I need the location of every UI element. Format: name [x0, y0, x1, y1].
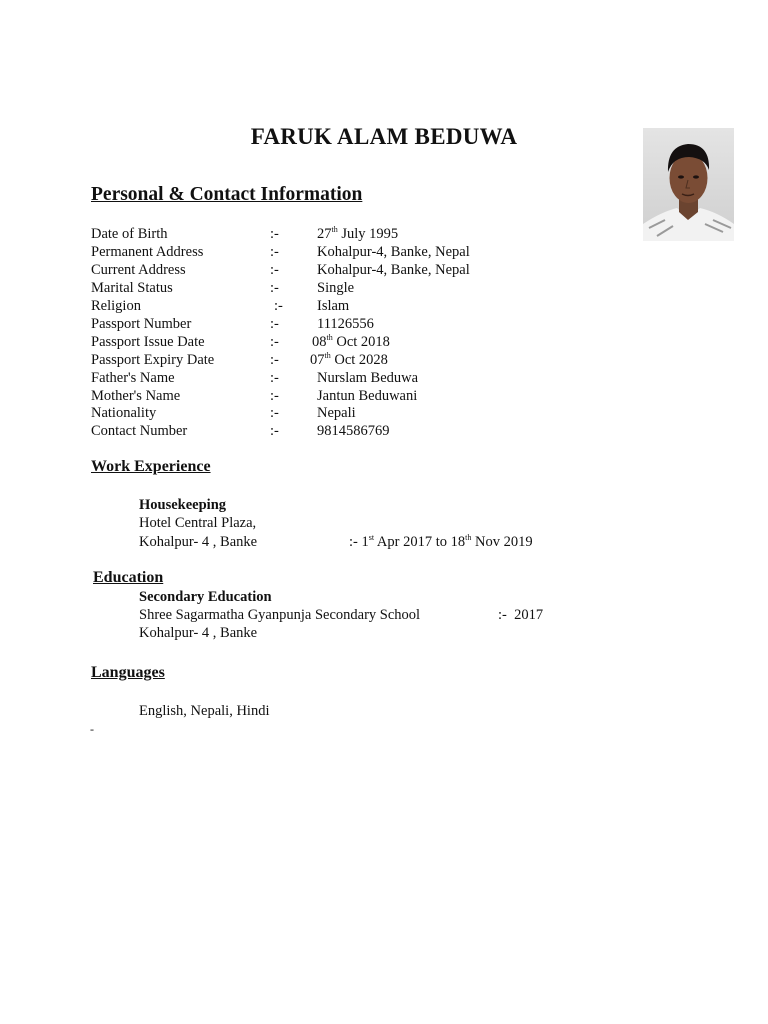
info-value: Kohalpur-4, Banke, Nepal [317, 244, 470, 260]
info-row-nationality [91, 405, 691, 423]
info-separator: :- [270, 388, 279, 404]
info-row-passport-issue-date [91, 334, 691, 352]
info-separator: :- [270, 370, 279, 386]
work-role: Housekeeping [139, 497, 227, 513]
work-location: Kohalpur- 4 , Banke [139, 534, 258, 550]
stray-dash-mark: - [90, 722, 94, 736]
info-label: Passport Expiry Date [91, 352, 215, 368]
languages-list: English, Nepali, Hindi [139, 703, 270, 719]
education-year: :- 2017 [498, 607, 544, 623]
info-label: Permanent Address [91, 244, 204, 260]
info-value: 9814586769 [317, 423, 390, 439]
info-row-religion [91, 298, 691, 316]
info-value: Jantun Beduwani [317, 388, 418, 404]
work-employer: Hotel Central Plaza, [139, 515, 257, 531]
info-row-marital-status [91, 280, 691, 298]
info-value: Single [317, 280, 355, 296]
profile-photo [643, 128, 734, 241]
info-separator: :- [270, 244, 279, 260]
info-label: Marital Status [91, 280, 173, 296]
info-separator: :- [270, 226, 279, 242]
info-label: Current Address [91, 262, 186, 278]
candidate-name: FARUK ALAM BEDUWA [250, 124, 518, 149]
info-value: 07th Oct 2028 [310, 351, 388, 368]
portrait-image [643, 128, 734, 241]
education-school: Shree Sagarmatha Gyanpunja Secondary School [139, 607, 421, 623]
personal-info-heading: Personal & Contact Information [91, 184, 363, 205]
info-label: Passport Number [91, 316, 192, 332]
info-label: Religion [91, 298, 141, 314]
info-row-passport-expiry-date [91, 352, 691, 370]
info-row-current-address [91, 262, 691, 280]
work-period: :- 1st Apr 2017 to 18th Nov 2019 [349, 533, 533, 550]
info-row-fathers-name [91, 370, 691, 388]
info-label: Nationality [91, 405, 157, 421]
education-location: Kohalpur- 4 , Banke [139, 625, 258, 641]
education-level: Secondary Education [139, 589, 272, 605]
info-separator: :- [270, 316, 279, 332]
languages-heading: Languages [91, 664, 165, 681]
info-row-permanent-address [91, 244, 691, 262]
info-value: 08th Oct 2018 [312, 333, 390, 350]
info-separator: :- [270, 423, 279, 439]
info-row-dob [91, 226, 691, 244]
info-value: Islam [317, 298, 350, 314]
info-label: Contact Number [91, 423, 188, 439]
info-separator: :- [270, 262, 279, 278]
info-row-contact-number [91, 423, 691, 441]
info-separator: :- [270, 334, 279, 350]
info-row-mothers-name [91, 388, 691, 406]
info-value: 11126556 [317, 316, 374, 332]
info-separator: :- [270, 405, 279, 421]
info-value: Kohalpur-4, Banke, Nepal [317, 262, 470, 278]
info-label: Father's Name [91, 370, 175, 386]
info-value: 27th July 1995 [317, 225, 399, 242]
work-experience-heading: Work Experience [91, 458, 211, 475]
info-separator: :- [270, 352, 279, 368]
info-label: Passport Issue Date [91, 334, 205, 350]
info-row-passport-number [91, 316, 691, 334]
info-separator: :- [270, 280, 279, 296]
info-value: Nurslam Beduwa [317, 370, 419, 386]
info-label: Mother's Name [91, 388, 181, 404]
info-value: Nepali [317, 405, 356, 421]
education-heading: Education [93, 569, 164, 586]
info-separator: :- [274, 298, 283, 314]
info-label: Date of Birth [91, 226, 168, 242]
